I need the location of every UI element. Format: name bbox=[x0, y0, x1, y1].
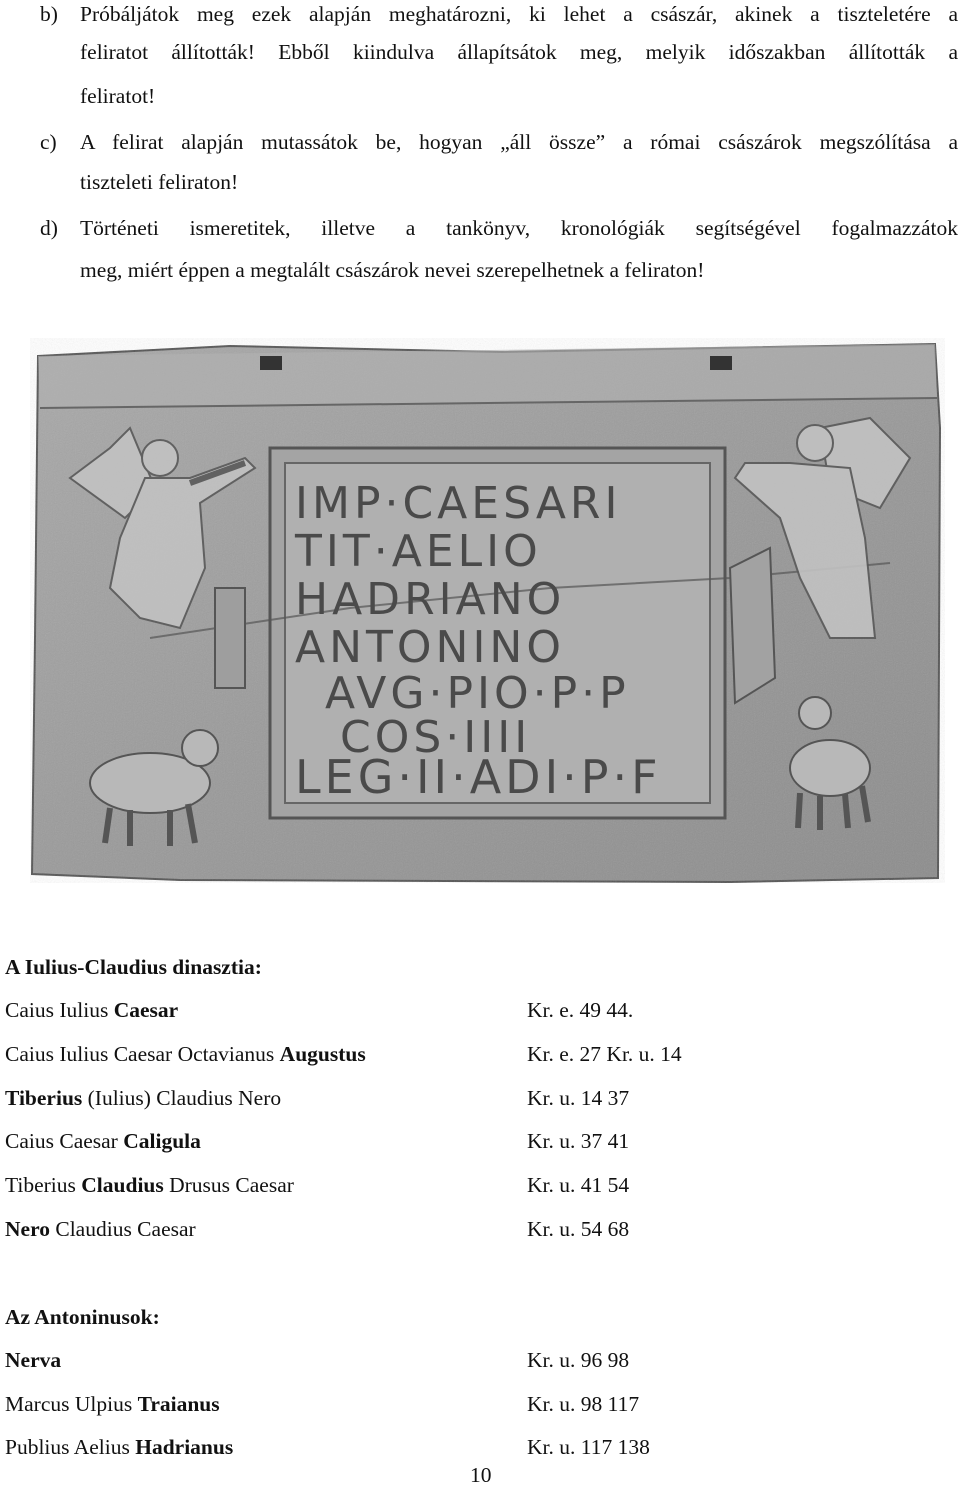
emperor-row bbox=[5, 1042, 905, 1072]
emperor-row bbox=[5, 1173, 905, 1203]
emperor-name: Marcus Ulpius Traianus bbox=[5, 1391, 220, 1416]
question-line: tiszteleti feliraton! bbox=[80, 170, 239, 194]
emperor-name: Tiberius (Iulius) Claudius Nero bbox=[5, 1085, 282, 1110]
emperor-row bbox=[5, 998, 905, 1028]
inscription-line: LEG·II·ADI·P·F bbox=[295, 750, 662, 804]
reign-dates: Kr. u. 14 37 bbox=[527, 1085, 630, 1110]
question-line: meg, miért éppen a megtalált császárok nevei szerepelhetnek a feliraton! bbox=[80, 258, 705, 282]
inscription-line: HADRIANO bbox=[295, 574, 566, 625]
page-number: 10 bbox=[470, 1463, 492, 1487]
inscription-line: AVG·PIO·P·P bbox=[325, 668, 630, 719]
emperor-name: Caius Iulius Caesar bbox=[5, 998, 179, 1022]
emperor-row bbox=[5, 1348, 905, 1378]
inscription-line: ANTONINO bbox=[295, 622, 565, 673]
emperor-name: Caius Iulius Caesar Octavianus Augustus bbox=[5, 1041, 366, 1066]
reign-dates: Kr. e. 49 44. bbox=[527, 998, 634, 1022]
emperor-row bbox=[5, 1435, 905, 1465]
emperor-row bbox=[5, 1129, 905, 1159]
dynasty-heading: A Iulius-Claudius dinasztia: bbox=[5, 955, 262, 979]
question-line: Próbáljátok meg ezek alapján meghatározni, ki lehet a császár, akinek a tiszteletére a bbox=[80, 2, 958, 26]
question-label: b) bbox=[40, 2, 58, 26]
emperor-name: Nerva bbox=[5, 1348, 62, 1372]
reign-dates: Kr. u. 96 98 bbox=[527, 1348, 630, 1372]
question-line: feliratot állították! Ebből kiindulva állapítsátok meg, melyik időszakban állították a bbox=[80, 40, 958, 64]
inscription-line: TIT·AELIO bbox=[295, 526, 542, 577]
reign-dates: Kr. e. 27 Kr. u. 14 bbox=[527, 1041, 682, 1066]
question-line: A felirat alapján mutassátok be, hogyan „áll össze” a római császárok megszólítása a bbox=[80, 130, 958, 154]
inscription-line: COS·IIII bbox=[340, 712, 532, 763]
reign-dates: Kr. u. 117 138 bbox=[527, 1435, 650, 1459]
emperor-name: Nero Claudius Caesar bbox=[5, 1217, 196, 1241]
emperor-row bbox=[5, 1086, 905, 1116]
reign-dates: Kr. u. 54 68 bbox=[527, 1217, 630, 1241]
reign-dates: Kr. u. 41 54 bbox=[527, 1173, 630, 1198]
dynasty-heading: Az Antoninusok: bbox=[5, 1305, 160, 1329]
reign-dates: Kr. u. 37 41 bbox=[527, 1129, 630, 1154]
emperor-name: Publius Aelius Hadrianus bbox=[5, 1435, 234, 1459]
emperor-row bbox=[5, 1392, 905, 1422]
inscription-relief-image bbox=[30, 338, 945, 883]
inscription-line: IMP·CAESARI bbox=[295, 478, 622, 529]
question-line: feliratot! bbox=[80, 84, 156, 108]
reign-dates: Kr. u. 98 117 bbox=[527, 1391, 640, 1416]
emperor-row bbox=[5, 1217, 905, 1247]
question-line: Történeti ismeretitek, illetve a tankönyv, kronológiák segítségével fogalmazzátok bbox=[80, 216, 958, 240]
question-label: d) bbox=[40, 216, 58, 240]
emperor-name: Tiberius Claudius Drusus Caesar bbox=[5, 1173, 294, 1198]
question-label: c) bbox=[40, 130, 57, 154]
emperor-name: Caius Caesar Caligula bbox=[5, 1129, 201, 1154]
